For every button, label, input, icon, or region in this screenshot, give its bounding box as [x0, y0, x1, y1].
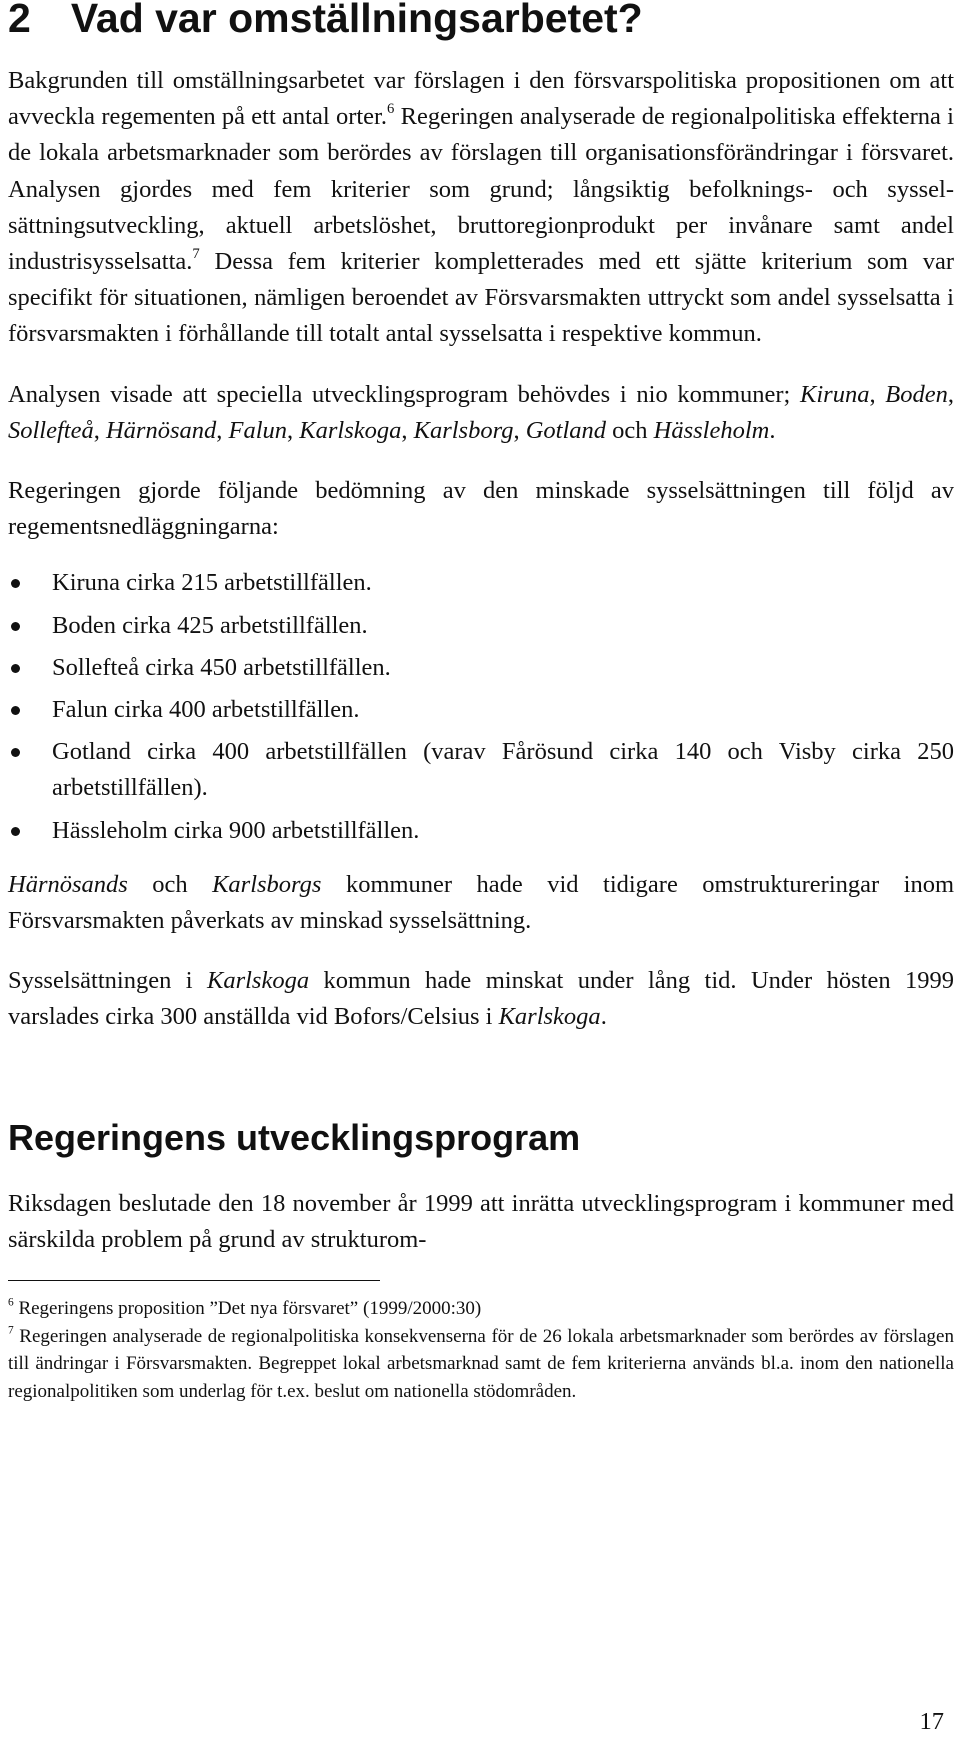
bullet-icon	[11, 622, 20, 631]
municipality-karlsborgs: Karlsborgs	[212, 870, 322, 898]
list-item-text: Hässleholm cirka 900 arbetstillfällen.	[52, 816, 420, 844]
municipality-harnosand: Härnösand	[105, 416, 217, 444]
separator: ,	[287, 416, 300, 444]
list-item	[8, 650, 954, 686]
paragraph-previous-restructuring	[8, 867, 954, 939]
footnote-text: Regeringen analyserade de regionalpolitiska konsekvenserna för de 26 lokala arbetsmarknader som berördes av förslagen till ändringar i Försvarsmakten. Begreppet lokal arbetsmarknad samt de fem kriterierna används bl.a. inom den nationella regionalpolitiken som underlag för t.ex. beslut om nationella stödområden.	[8, 1325, 954, 1402]
period: .	[600, 1003, 607, 1031]
paragraph-riksdag-decision: Riksdagen beslutade den 18 november år 1999 att inrätta utvecklingsprogram i kommuner med särskilda problem på grund av strukturom-	[8, 1189, 954, 1253]
chapter-title: Vad var omställningsarbetet?	[70, 0, 643, 41]
chapter-number: 2	[8, 0, 31, 41]
bullet-icon	[11, 706, 20, 715]
document-page	[8, 0, 954, 1405]
footnote-ref-6[interactable]: 6	[386, 101, 395, 118]
list-item-text: Kiruna cirka 215 arbetstillfällen.	[52, 569, 372, 597]
paragraph-analysis	[8, 377, 954, 449]
paragraph-karlskoga	[8, 963, 954, 1035]
paragraph-text: Bakgrunden till omställningsarbetet var förslagen i den försvarspolitiska propositionen om att avveckla regementen på ett antal orter.	[8, 67, 954, 131]
bullet-icon	[11, 748, 20, 757]
footnote-7	[8, 1323, 954, 1406]
municipality-karlsborg: Karlsborg	[413, 416, 514, 444]
paragraph-text: Sysselsättningen i	[8, 967, 207, 995]
municipality-falun: Falun	[228, 416, 288, 444]
conjunction: och	[606, 416, 654, 444]
list-item-text: Falun cirka 400 arbetstillfällen.	[52, 696, 360, 724]
footnotes	[8, 1295, 954, 1405]
municipality-solleftea: Sollefteå	[8, 416, 94, 444]
page-number: 17	[919, 1708, 944, 1735]
municipality-boden: Boden	[885, 380, 948, 408]
list-item	[8, 734, 954, 806]
list-item-text: Sollefteå cirka 450 arbetstillfällen.	[52, 653, 391, 681]
chapter-heading	[8, 0, 954, 41]
conjunction: och	[127, 870, 213, 898]
separator: ,	[947, 380, 954, 408]
paragraph-assessment: Regeringen gjorde följande bedömning av den minskade sysselsättningen till följd av regementsnedläggningarna:	[8, 477, 954, 541]
footnote-divider	[8, 1280, 380, 1281]
footnote-6	[8, 1295, 954, 1323]
separator: ,	[216, 416, 229, 444]
municipality-karlskoga: Karlskoga	[299, 416, 402, 444]
separator: ,	[869, 380, 886, 408]
municipality-gotland: Gotland	[525, 416, 607, 444]
municipality-karlskoga: Karlskoga	[498, 1003, 601, 1031]
period: .	[769, 416, 776, 444]
bullet-icon	[11, 579, 20, 588]
footnote-number: 7	[8, 1324, 14, 1337]
bullet-icon	[11, 827, 20, 836]
footnote-ref-7[interactable]: 7	[192, 246, 200, 262]
section-heading: Regeringens utvecklingsprogram	[8, 1116, 581, 1158]
separator: ,	[93, 416, 106, 444]
list-item	[8, 608, 954, 644]
list-item	[8, 565, 954, 601]
paragraph-text: kommun hade minskat under lång tid. Under hösten 1999 varslades cirka 300 anställda vid Bofors/Celsius i	[8, 967, 955, 1031]
job-loss-list	[8, 565, 954, 848]
municipality-harnosands: Härnösands	[8, 870, 128, 898]
footnote-text: Regeringens proposition ”Det nya försvaret” (1999/2000:30)	[13, 1298, 482, 1320]
paragraph-text: Regeringen analyserade de regionalpolitiska effekterna i de lokala arbetsmarknader som berördes av förslagen till organisationsförändringar i försvaret. Analysen gjordes med fem kriterier som grund; långsiktig befolknings- och sysselsättningsutveckling, aktuell arbetslöshet, bruttoregionprodukt per invånare samt andel industrisysselsatta.	[8, 103, 954, 276]
paragraph-background	[8, 63, 954, 353]
municipality-karlskoga: Karlskoga	[207, 967, 310, 995]
list-item	[8, 692, 954, 728]
list-item	[8, 813, 954, 849]
bullet-icon	[11, 664, 20, 673]
paragraph-text: Dessa fem kriterier kompletterades med ett sjätte kriterium som var specifikt för situationen, nämligen beroendet av Försvarsmakten uttryckt som andel sysselsatta i försvarsmakten i förhållande till totalt antal sysselsatta i respektive kommun.	[8, 248, 954, 348]
paragraph-text: Analysen visade att speciella utvecklingsprogram behövdes i nio kommuner;	[8, 380, 801, 408]
paragraph-text: kommuner hade vid tidigare omstruktureringar inom Försvarsmakten påverkats av minskad sysselsättning.	[8, 870, 955, 935]
separator: ,	[513, 416, 526, 444]
list-item-text: Gotland cirka 400 arbetstillfällen (varav Fårösund cirka 140 och Visby cirka 250 arbetstillfällen).	[52, 738, 954, 802]
separator: ,	[401, 416, 414, 444]
list-item-text: Boden cirka 425 arbetstillfällen.	[52, 611, 368, 639]
municipality-hassleholm: Hässleholm	[653, 416, 770, 444]
municipality-kiruna: Kiruna	[800, 380, 870, 408]
footnote-number: 6	[8, 1296, 14, 1309]
